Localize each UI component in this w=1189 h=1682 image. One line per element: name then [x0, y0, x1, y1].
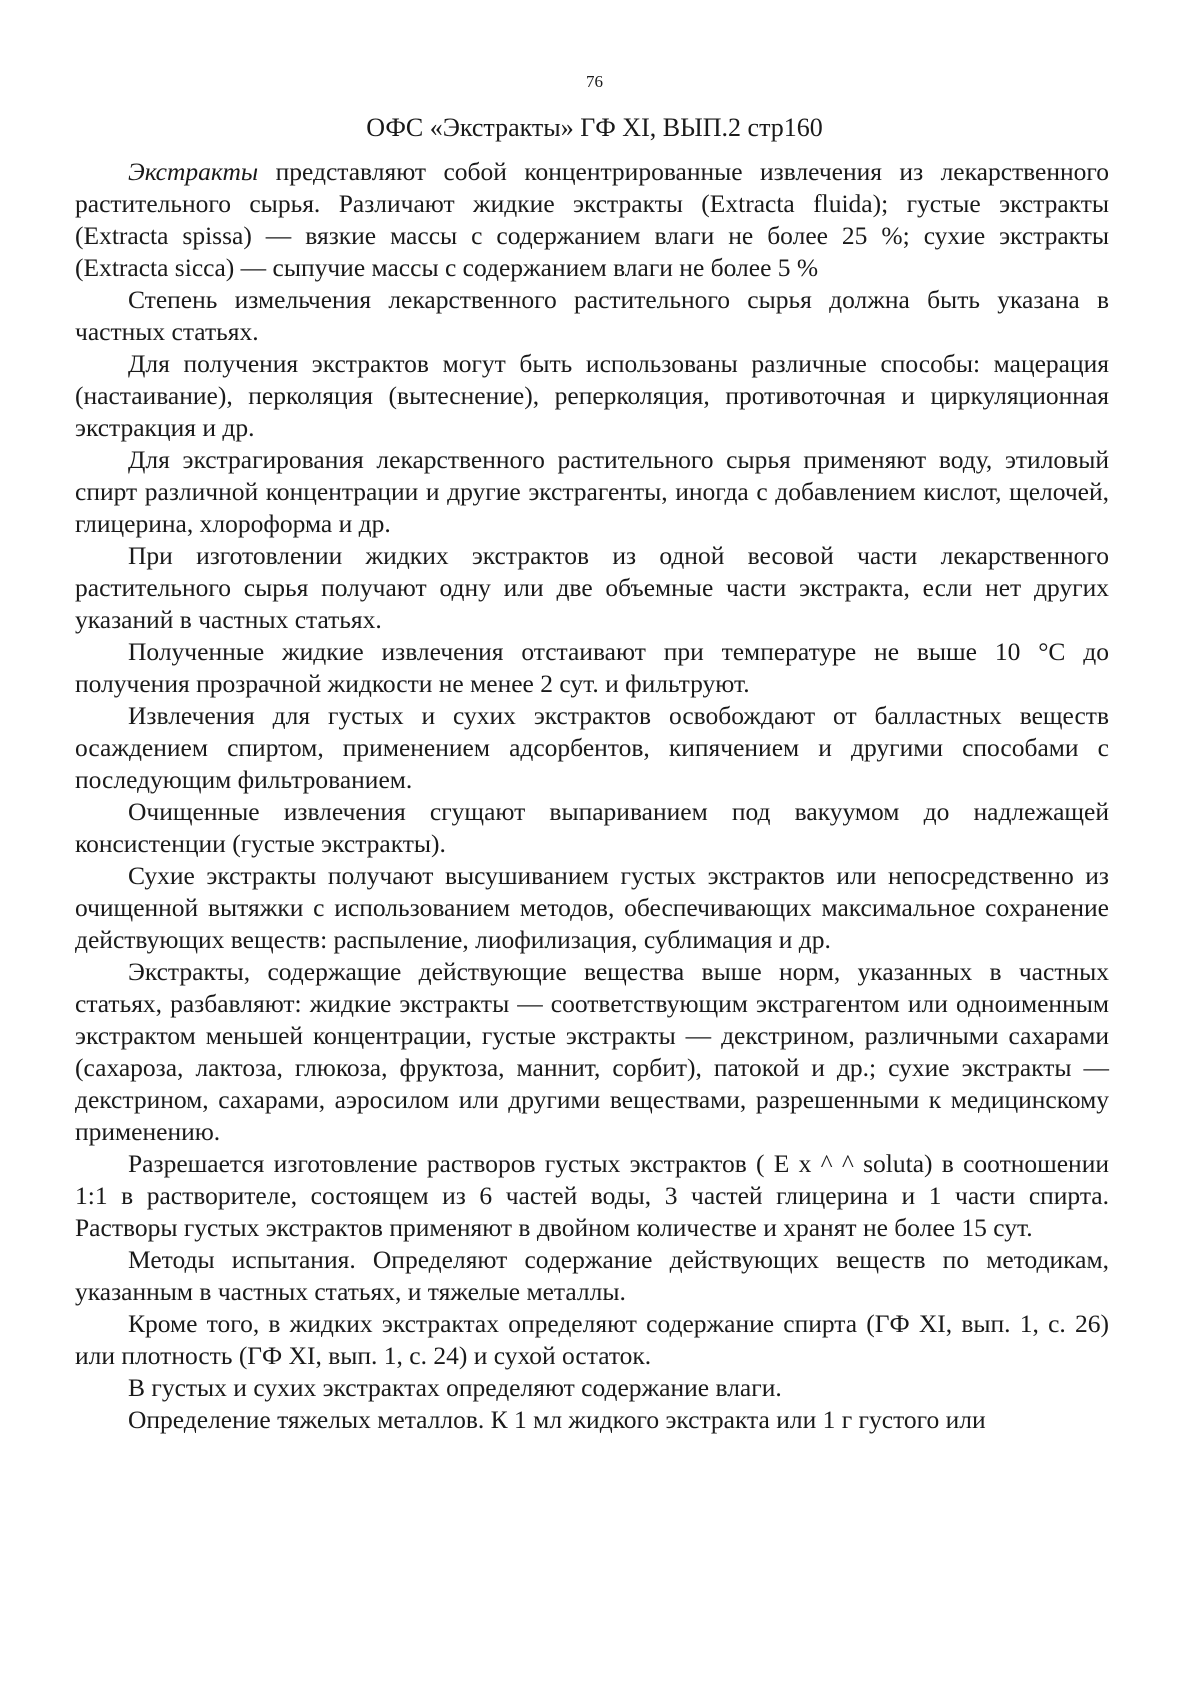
lead-term: Экстракты — [128, 157, 259, 186]
document-body — [75, 156, 1109, 1436]
paragraph: Для экстрагирования лекарственного растительного сырья применяют воду, этиловый спирт различной концентрации и другие экстрагенты, иногда с добавлением кислот, щелочей, глицерина, хлороформа и др. — [75, 445, 1109, 538]
paragraph-definition — [75, 156, 1109, 284]
paragraph: При изготовлении жидких экстрактов из одной весовой части лекарственного растительного сырья получают одну или две объемные части экстракта, если нет других указаний в частных статьях. — [75, 541, 1109, 634]
paragraph: Определение тяжелых металлов. К 1 мл жидкого экстракта или 1 г густого или — [128, 1405, 986, 1434]
document-title: ОФС «Экстракты» ГФ XI, ВЫП.2 стр160 — [366, 113, 823, 142]
paragraph: Полученные жидкие извлечения отстаивают при температуре не выше 10 °С до получения прозрачной жидкости не менее 2 сут. и фильтруют. — [75, 637, 1109, 698]
paragraph: Степень измельчения лекарственного растительного сырья должна быть указана в частных статьях. — [75, 285, 1109, 346]
paragraph: Разрешается изготовление растворов густых экстрактов ( Е х ^ ^ soluta) в соотношении 1:1 в растворителе, состоящем из 6 частей воды, 3 частей глицерина и 1 части спирта. Растворы густых экстрактов применяют в двойном количестве и хранят не более 15 сут. — [75, 1149, 1109, 1242]
paragraph: Методы испытания. Определяют содержание действующих веществ по методикам, указанным в частных статьях, и тяжелые металлы. — [75, 1245, 1109, 1306]
paragraph: В густых и сухих экстрактах определяют содержание влаги. — [128, 1373, 782, 1402]
paragraph-text: представляют собой концентрированные извлечения из лекарственного растительного сырья. Различают жидкие экстракты (Extracta fluida); густые экстракты (Extracta spissa) — вязкие массы с содержанием влаги не более 25 %; сухие экстракты (Extracta sicca) — сыпучие массы с содержанием влаги не более 5 % — [75, 157, 1109, 282]
paragraph: Экстракты, содержащие действующие вещества выше норм, указанных в частных статьях, разбавляют: жидкие экстракты — соответствующим экстрагентом или одноименным экстрактом меньшей концентрации, густые экстракты — декстрином, различными сахарами (сахароза, лактоза, глюкоза, фруктоза, маннит, сорбит), патокой и др.; сухие экстракты — декстрином, сахарами, аэросилом или другими веществами, разрешенными к медицинскому применению. — [75, 957, 1109, 1146]
page-number: 76 — [586, 72, 603, 91]
paragraph: Сухие экстракты получают высушиванием густых экстрактов или непосредственно из очищенной вытяжки с использованием методов, обеспечивающих максимальное сохранение действующих веществ: распыление, лиофилизация, сублимация и др. — [75, 861, 1109, 954]
paragraph: Очищенные извлечения сгущают выпариванием под вакуумом до надлежащей консистенции (густые экстракты). — [75, 797, 1109, 858]
paragraph: Извлечения для густых и сухих экстрактов освобождают от балластных веществ осаждением спиртом, применением адсорбентов, кипячением и другими способами с последующим фильтрованием. — [75, 701, 1109, 794]
paragraph: Кроме того, в жидких экстрактах определяют содержание спирта (ГФ XI, вып. 1, с. 26) или плотность (ГФ XI, вып. 1, с. 24) и сухой остаток. — [75, 1309, 1109, 1370]
paragraph: Для получения экстрактов могут быть использованы различные способы: мацерация (настаивание), перколяция (вытеснение), реперколяция, противоточная и циркуляционная экстракция и др. — [75, 349, 1109, 442]
